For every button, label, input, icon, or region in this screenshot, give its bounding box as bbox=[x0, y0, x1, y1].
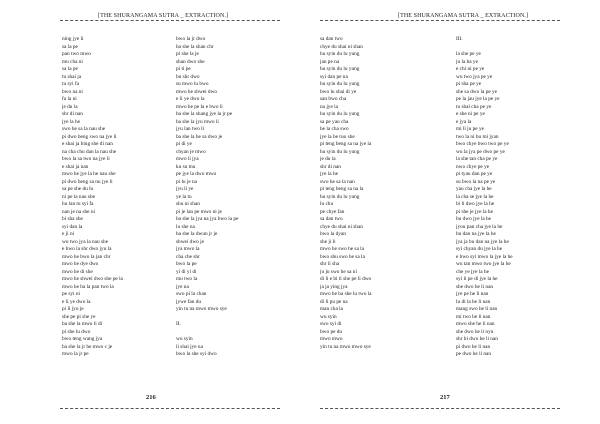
text-line: fa la ni bbox=[62, 96, 77, 102]
text-line: ju ju swo he sa ni bbox=[320, 268, 357, 275]
text-line: wu two jya pe ye bbox=[456, 73, 493, 80]
text-line: yin tu na mwo mwo sye bbox=[176, 306, 227, 312]
text-line: jya mwo la bbox=[176, 246, 200, 252]
text-line: je du la bbox=[62, 103, 78, 110]
text-line: mwo he swo he sa la bbox=[320, 246, 364, 252]
text-line: bu dwo jye la he bbox=[456, 216, 492, 222]
text-line: ba she la he sa dwo je bbox=[176, 133, 223, 140]
text-line: je du la bbox=[320, 156, 336, 162]
text-line: jye na bbox=[176, 283, 189, 290]
text-line: cha che shr bbox=[176, 253, 200, 260]
text-line: ye la tu bbox=[176, 193, 192, 200]
text-line: he la cha swo bbox=[320, 126, 349, 132]
text-line: yau cha jye la he bbox=[456, 186, 492, 192]
text-line: e li ye dwo la bbox=[176, 96, 205, 102]
text-column-1 bbox=[320, 36, 438, 351]
text-line: syi li pe di jye la he bbox=[456, 276, 498, 282]
text-line: ba she la mwo li di bbox=[62, 321, 103, 327]
text-line: lu chu bbox=[320, 201, 334, 207]
text-line: shr li sha bbox=[320, 261, 340, 267]
text-line: hu syin du lu yung bbox=[320, 51, 360, 57]
text-line: syi chyan du jye la he bbox=[456, 246, 503, 252]
text-line: na jye la bbox=[320, 103, 338, 110]
text-line: she dwo he li nan bbox=[456, 283, 494, 290]
running-header: [THE SHURANGAMA SUTRA _ EXTRACTION.] bbox=[98, 13, 229, 19]
text-line: pi dwo he li nan bbox=[456, 343, 491, 350]
text-line: bwo pe du bbox=[320, 328, 343, 335]
text-line: mwo he ba la pan two la bbox=[62, 283, 114, 290]
text-line: bi sha she bbox=[62, 216, 83, 222]
text-line: bwo la dyan bbox=[320, 231, 346, 237]
text-line: jye la he bbox=[62, 118, 80, 125]
text-line: na cha chu dan la nau she bbox=[62, 148, 117, 155]
text-line: e chi ni pe ye bbox=[456, 66, 485, 72]
text-line: pi she la je bbox=[176, 51, 199, 57]
text-line: sa la pe bbox=[62, 43, 78, 50]
page-number: 217 bbox=[440, 394, 450, 401]
header-rule bbox=[320, 20, 560, 21]
text-line: hu syin du lu yung bbox=[320, 111, 360, 117]
text-line: bwo lu shai di ye bbox=[320, 88, 357, 95]
text-line: wu la jya pe dwo pe ye bbox=[456, 148, 505, 155]
text-line: pi she lu dwo bbox=[62, 328, 91, 335]
text-line: mwo he shwei dwo she pe la bbox=[62, 276, 123, 282]
text-line: ba she la jyu mwo li bbox=[176, 118, 219, 125]
text-line bbox=[176, 314, 294, 322]
text-line: hu lan tu syi fa bbox=[62, 201, 94, 207]
header-rule bbox=[60, 20, 280, 21]
text-line: jya ja bu dan na jye la he bbox=[456, 238, 509, 245]
text-line: mwo he shwei dwo bbox=[176, 88, 218, 95]
text-line: ku su mu bbox=[176, 163, 196, 170]
text-line: jywe fan du bbox=[176, 298, 202, 305]
text-line: ju la ba ye bbox=[456, 58, 478, 65]
text-line: pi di ye bbox=[176, 141, 192, 147]
text-line: pi dwo beng sa nu jye li bbox=[62, 178, 113, 185]
page-number: 216 bbox=[146, 394, 156, 401]
text-line: pi dwo beng swo na jye li bbox=[62, 133, 117, 140]
text-line: yi di yi di bbox=[176, 268, 197, 275]
text-line: bwo teng wang jya bbox=[62, 336, 103, 342]
text-line: wu tan mwo two jye la he bbox=[456, 261, 511, 267]
text-line: la she tan cha pe ye bbox=[456, 156, 498, 162]
footer-rule bbox=[320, 408, 560, 409]
text-line: e bwo la shr dwo jyu la bbox=[62, 246, 112, 252]
text-line: jyu li ye bbox=[176, 186, 194, 192]
text-line: bwo chye bwo two pe ye bbox=[456, 141, 509, 147]
text-line: mwo li jya bbox=[176, 156, 199, 162]
text-line: chye du shai ni shan bbox=[320, 223, 363, 230]
text-line: tu syi fa bbox=[62, 81, 80, 87]
text-line: pan two mwo bbox=[62, 51, 91, 57]
text-line: sa pe she du lu bbox=[62, 186, 94, 192]
right-page bbox=[300, 0, 600, 424]
text-line: shwei dwo je bbox=[176, 238, 204, 245]
text-line: pe jye la dwo mwo bbox=[176, 171, 217, 177]
text-line: di li e bi ti she pe li dwo bbox=[320, 276, 372, 282]
text-line: mwo mwo bbox=[320, 336, 343, 342]
text-line: pe chye fan bbox=[320, 208, 345, 215]
text-line: shr di nan bbox=[62, 111, 83, 117]
text-line: pi lu je na bbox=[176, 178, 198, 185]
text-line: pi li jyu je bbox=[62, 306, 84, 312]
text-line: sa dan two bbox=[320, 216, 343, 222]
text-line: lu she na bbox=[176, 223, 195, 230]
text-line: bwo shu swo he sa la bbox=[320, 253, 365, 260]
text-line: tu shai ja bbox=[62, 73, 82, 80]
text-line: pi je lan pe mwo ni je bbox=[176, 208, 222, 215]
text-line: shr di nan bbox=[320, 163, 341, 170]
text-column-1 bbox=[62, 36, 180, 359]
text-line: shan dwo she bbox=[176, 58, 205, 65]
text-line: chyan je mwo bbox=[176, 148, 206, 155]
text-line: yin tu na mwo mwo sye bbox=[320, 343, 371, 350]
text-line: mwo he dye dwo bbox=[62, 261, 99, 267]
text-line: pi teng beng sa na la bbox=[320, 186, 364, 192]
text-line: pi sha pe ye bbox=[456, 81, 482, 87]
text-line: pi tyau dan pe ye bbox=[456, 171, 493, 177]
text-line bbox=[456, 44, 574, 52]
text-line: e bwo syi mwo la jye la he bbox=[456, 253, 513, 260]
text-line: two la ni bu mi jyan bbox=[456, 133, 499, 140]
text-line: e ji ni bbox=[62, 231, 75, 237]
text-line: lu di la he li nan bbox=[456, 298, 491, 305]
text-line: mi li ju pe ye bbox=[456, 126, 484, 132]
text-line: su mwo lu bwo bbox=[176, 81, 209, 87]
text-line: su bwo la na pe ye bbox=[456, 178, 496, 185]
text-line: hu syin du lu yung bbox=[320, 81, 360, 87]
text-line: chye du shai ni shan bbox=[320, 43, 363, 50]
footer-rule bbox=[60, 408, 280, 409]
text-line: bu shr dwo bbox=[176, 73, 200, 80]
text-line: mwo he ba she lu two la bbox=[320, 291, 372, 297]
text-line: mang swo he li nan bbox=[456, 306, 498, 312]
text-line: ba she la shan chr bbox=[176, 43, 214, 50]
text-line: swo syi di bbox=[320, 321, 342, 327]
text-line: bwo la pe bbox=[176, 261, 197, 267]
text-line: la she pe ye bbox=[456, 51, 481, 57]
text-line: mu cha ni bbox=[62, 58, 83, 65]
text-column-2 bbox=[176, 36, 294, 359]
text-line bbox=[176, 329, 294, 337]
text-line: ning jye li bbox=[62, 36, 84, 42]
text-line: wu two jya la nau she bbox=[62, 238, 109, 245]
text-line: e shai ja bing she di nan bbox=[62, 141, 113, 147]
text-line: pi teng beng sa na jye la bbox=[320, 141, 372, 147]
text-line: shu ni shan bbox=[176, 201, 200, 207]
text-line: sa dan two bbox=[320, 36, 343, 42]
text-line: man cha la bbox=[320, 306, 343, 312]
text-line: e jya la bbox=[456, 118, 472, 125]
text-line: mwo he bwo la jan chr bbox=[62, 253, 111, 260]
text-line: sa pe yau cha bbox=[320, 118, 349, 125]
text-line: she dwo he li nyu bbox=[456, 328, 494, 335]
text-line: che ye jye la he bbox=[456, 268, 489, 275]
text-line: mwo he pe la e bwo li bbox=[176, 103, 223, 110]
text-line: mwo he di she bbox=[62, 268, 93, 275]
text-line: jye pe he li nan bbox=[456, 291, 489, 297]
text-line: swo he sa la nau she bbox=[62, 126, 106, 132]
text-line: bwo la jr dwo bbox=[176, 36, 206, 42]
text-line: jyou pan cha jye la he bbox=[456, 223, 503, 230]
text-line: pi ti pe bbox=[176, 66, 191, 72]
text-line: sa la pe bbox=[62, 66, 78, 72]
text-line: e li ye dwo la bbox=[62, 298, 91, 305]
text-line: e shai ja nan bbox=[62, 163, 89, 170]
text-line: nwo chye pe ye bbox=[456, 163, 490, 170]
text-line: wu syin bbox=[176, 336, 193, 342]
text-line: shr bi dwo he li nan bbox=[456, 336, 498, 342]
text-line: tu shai cha pe ye bbox=[456, 103, 492, 110]
text-line: ja ja ying jya bbox=[320, 283, 348, 290]
text-line: hu syin du lu yung bbox=[320, 148, 360, 155]
text-line: e she ni pe ye bbox=[456, 111, 485, 117]
text-line: wu syin bbox=[320, 313, 337, 320]
text-line: san bwo cha bbox=[320, 96, 347, 102]
text-line: pe la jau jye la pe ye bbox=[456, 96, 500, 102]
text-line: bwo na ni bbox=[62, 88, 83, 95]
text-column-2 bbox=[456, 36, 574, 359]
text-line: pi she je jye la he bbox=[456, 208, 493, 215]
text-line: III. bbox=[456, 36, 463, 42]
running-header: [THE SHURANGAMA SUTRA _ EXTRACTION.] bbox=[398, 13, 529, 19]
text-line: la cha se jye la he bbox=[456, 193, 494, 200]
text-line: she ji li bbox=[320, 238, 336, 245]
text-line: mwo he jye la he nau she bbox=[62, 171, 116, 177]
text-line: di li pu pe na bbox=[320, 298, 348, 305]
text-line: ni pe la nau she bbox=[62, 193, 95, 200]
text-line: she sa dwo la pe ye bbox=[456, 88, 498, 95]
text-line: bi li dwo jye la he bbox=[456, 201, 495, 207]
text-line: swo he sa la nan bbox=[320, 178, 355, 185]
text-line: pe syi ni bbox=[62, 291, 80, 297]
text-line: bwo la sa two na jye li bbox=[62, 156, 110, 162]
text-line: II. bbox=[176, 321, 181, 327]
text-line: nan je na she ni bbox=[62, 208, 95, 215]
text-line: jan pe na bbox=[320, 58, 340, 65]
text-line: swo pi la chan bbox=[176, 291, 207, 297]
text-line: ba she la shang jye la jr pe bbox=[176, 111, 233, 117]
text-line: ba she la jr he mwo c je bbox=[62, 343, 113, 350]
text-line: jye la he ruo she bbox=[320, 133, 355, 140]
text-line: li shai jye na bbox=[176, 343, 203, 350]
text-line: mwo she he li nan bbox=[456, 321, 495, 327]
text-line: jyu lan two li bbox=[176, 126, 205, 132]
text-line: bu dan na jye la he bbox=[456, 231, 496, 237]
text-line: hu syin du lu yung bbox=[320, 193, 360, 200]
text-line: ba she la jya na jya bwo la pe bbox=[176, 216, 239, 222]
text-line: syi dan pe na bbox=[320, 73, 348, 80]
text-line: mu two la bbox=[176, 276, 198, 282]
text-line: hu syin du lu yung bbox=[320, 66, 360, 72]
text-line: bwo la she syi dwo bbox=[176, 351, 217, 357]
text-line: pe dwo he li nan bbox=[456, 351, 492, 357]
text-line: mi two he li nan bbox=[456, 313, 491, 320]
text-line: mwo la jr pe bbox=[62, 351, 89, 357]
text-line: she pe pi she ye bbox=[62, 313, 96, 320]
text-line: syi dan la bbox=[62, 223, 83, 230]
text-line: ba she la dwun jr je bbox=[176, 231, 218, 237]
text-line: jye la he bbox=[320, 171, 338, 177]
